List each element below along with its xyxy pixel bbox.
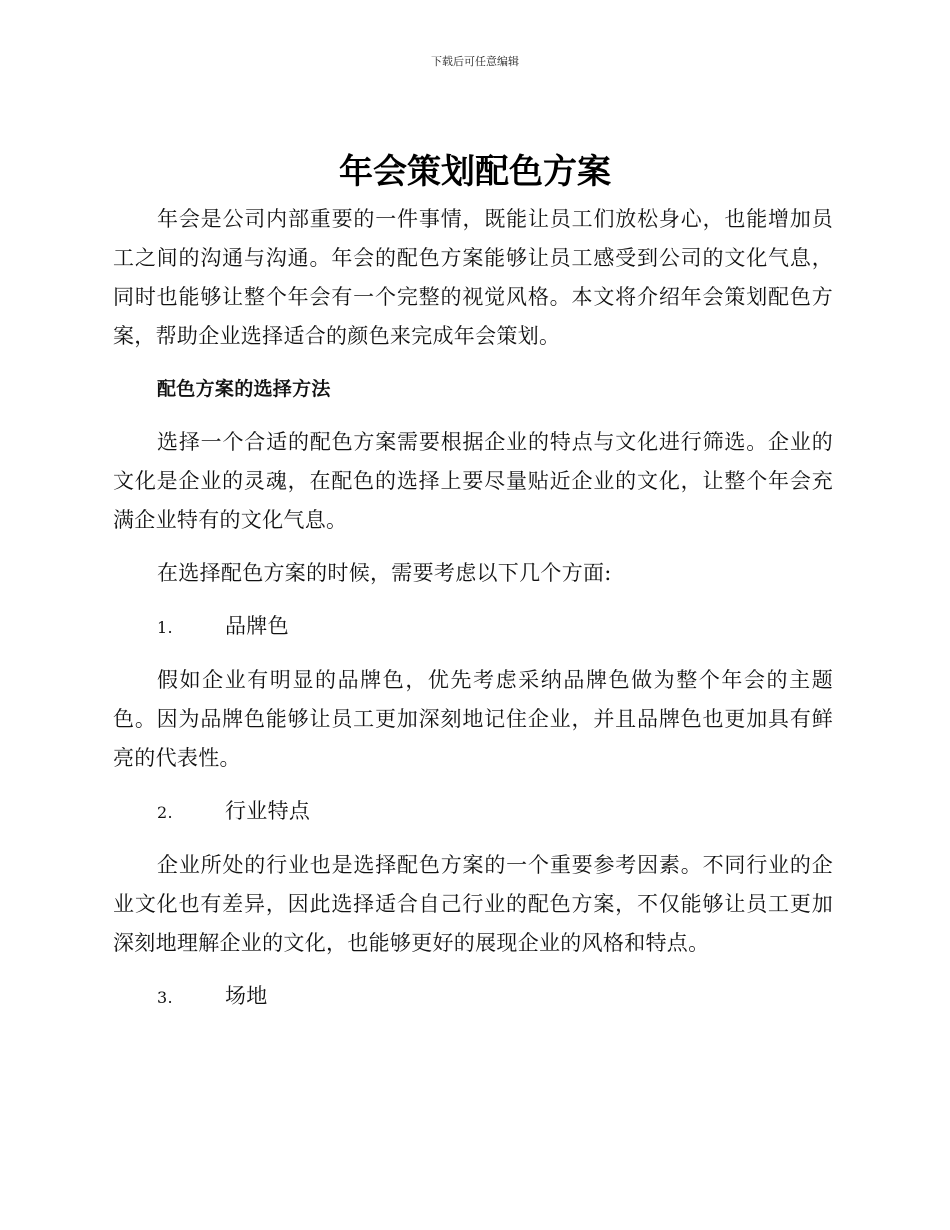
list-number: 3. xyxy=(157,988,173,1007)
list-label: 场地 xyxy=(225,984,268,1008)
list-item-paragraph: 企业所处的行业也是选择配色方案的一个重要参考因素。不同行业的企业文化也有差异，因此选择适合自己行业的配色方案，不仅能够让员工更加深刻地理解企业的文化，也能够更好的展现企业的风格和特点。 xyxy=(113,853,833,955)
list-label: 品牌色 xyxy=(225,614,289,638)
list-number: 1. xyxy=(157,618,173,637)
list-item-brand-color xyxy=(113,607,833,647)
document-title: 年会策划配色方案 xyxy=(339,152,611,192)
header-note: 下载后可任意编辑 xyxy=(431,55,519,68)
intro-paragraph: 年会是公司内部重要的一件事情，既能让员工们放松身心，也能增加员工之间的沟通与沟通。年会的配色方案能够让员工感受到公司的文化气息，同时也能够让整个年会有一个完整的视觉风格。本文将介绍年会策划配色方案，帮助企业选择适合的颜色来完成年会策划。 xyxy=(113,207,833,348)
list-number: 2. xyxy=(157,803,173,822)
section-paragraph-2: 在选择配色方案的时候，需要考虑以下几个方面: xyxy=(157,561,612,585)
list-label: 行业特点 xyxy=(225,799,311,823)
list-item-venue xyxy=(113,977,833,1017)
section-paragraph-1: 选择一个合适的配色方案需要根据企业的特点与文化进行筛选。企业的文化是企业的灵魂，在配色的选择上要尽量贴近企业的文化，让整个年会充满企业特有的文化气息。 xyxy=(113,430,833,532)
section-heading: 配色方案的选择方法 xyxy=(157,378,331,400)
list-item-paragraph: 假如企业有明显的品牌色，优先考虑采纳品牌色做为整个年会的主题色。因为品牌色能够让员工更加深刻地记住企业，并且品牌色也更加具有鲜亮的代表性。 xyxy=(113,668,833,770)
document-body xyxy=(113,200,833,1031)
list-item-industry xyxy=(113,792,833,832)
